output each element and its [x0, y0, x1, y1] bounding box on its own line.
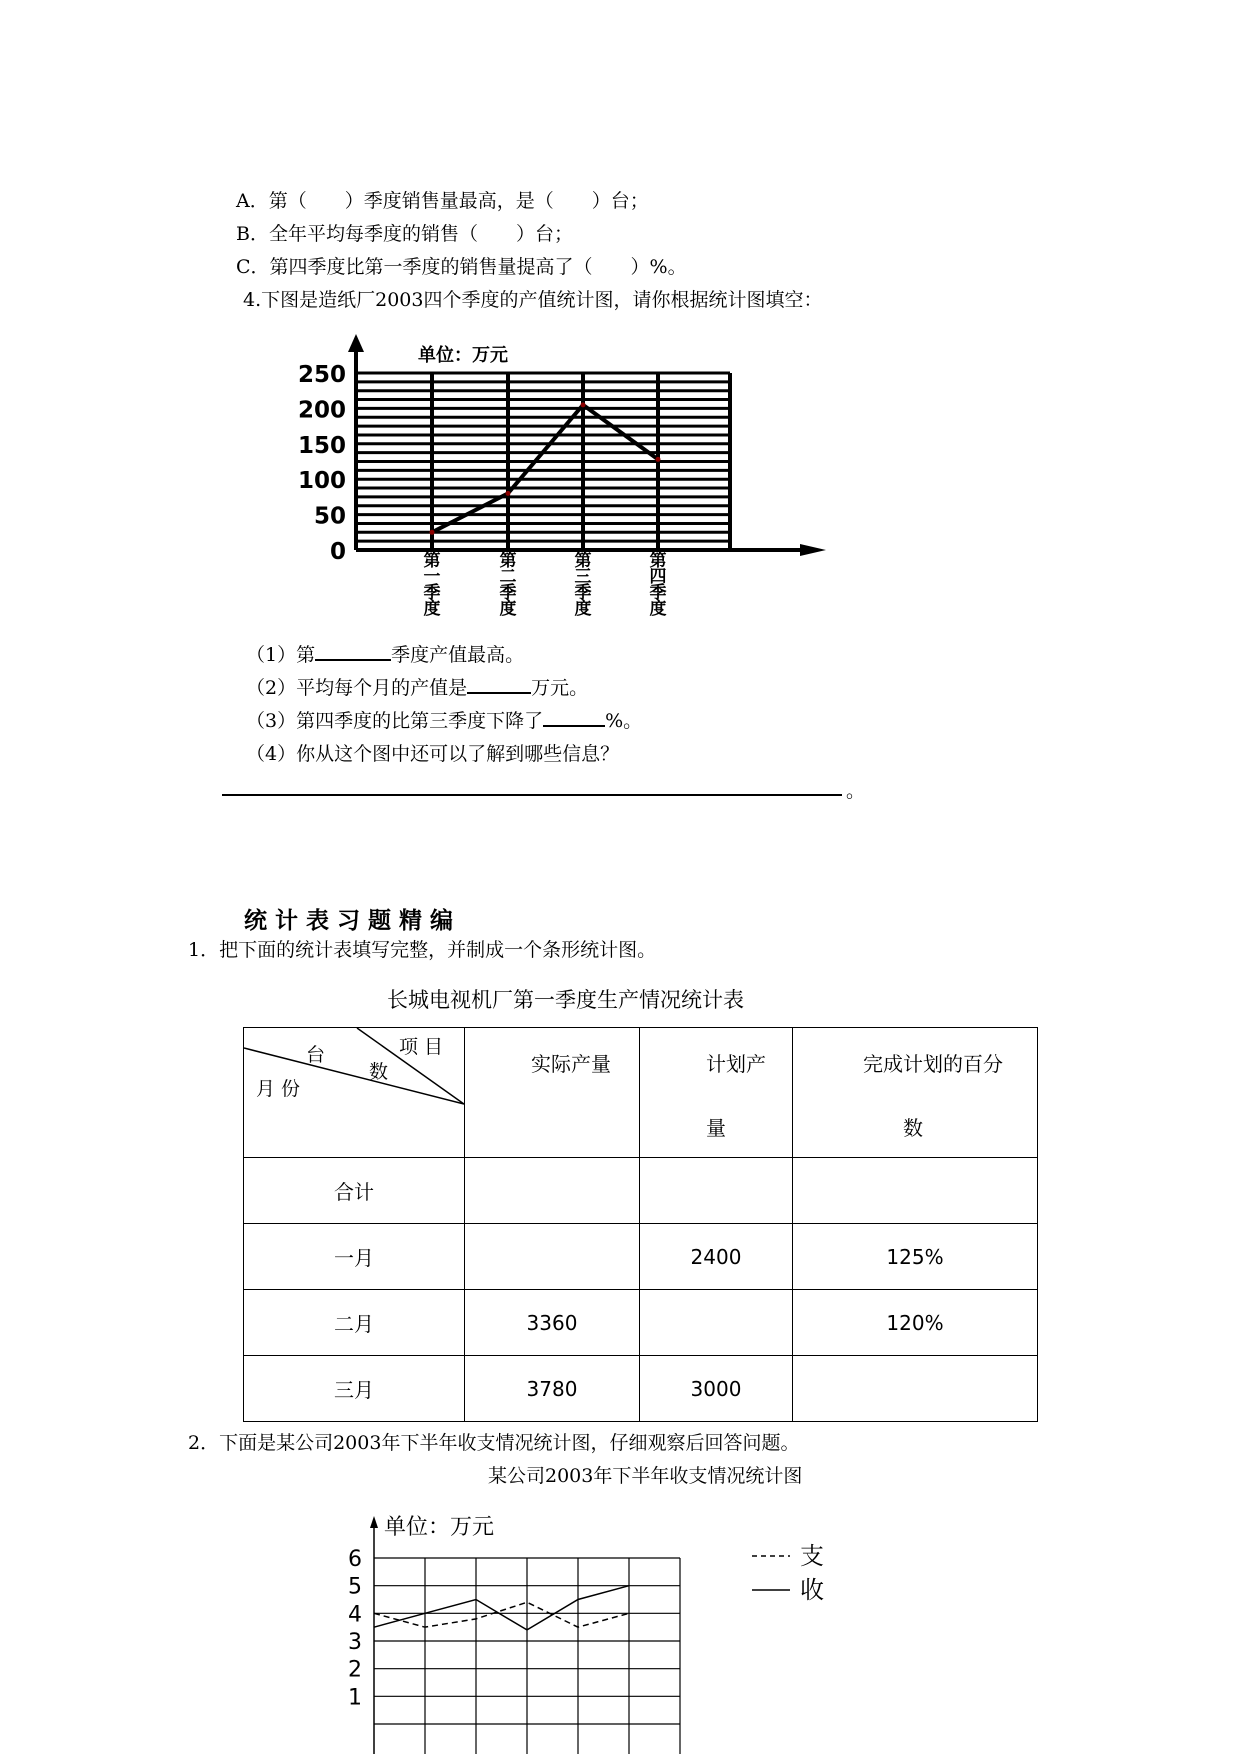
- table-title: 长城电视机厂第一季度生产情况统计表: [387, 988, 744, 1012]
- y-tick-label: 2: [348, 1657, 362, 1683]
- corner-month: 月 份: [256, 1078, 301, 1100]
- sub-question-2: [246, 673, 588, 700]
- quarterly-output-chart: [0, 0, 1240, 640]
- x-tick-label: 一: [423, 567, 441, 587]
- cell-pct[interactable]: [793, 1158, 1038, 1224]
- cell-plan[interactable]: [640, 1158, 793, 1224]
- header-pct: [793, 1028, 1038, 1158]
- cell-plan: 3000: [640, 1356, 793, 1422]
- x-tick-label: 季: [499, 583, 517, 603]
- answer-blank-2[interactable]: [467, 674, 531, 694]
- sub-question-3-post: %。: [605, 710, 643, 732]
- cell-month: 三月: [244, 1356, 465, 1422]
- sub-question-2-post: 万元。: [531, 677, 589, 699]
- x-axis-arrow: [800, 544, 826, 556]
- x-tick-label: 度: [649, 599, 667, 619]
- y-tick-label: 250: [297, 362, 346, 388]
- answer-line-end: 。: [846, 780, 866, 802]
- cell-actual: 3360: [465, 1290, 640, 1356]
- series-line-income: [374, 1586, 629, 1630]
- x-tick-label: 度: [499, 599, 517, 619]
- chart2-title: 某公司2003年下半年收支情况统计图: [488, 1465, 803, 1487]
- income-expense-chart: [0, 1490, 1240, 1754]
- cell-actual: 3780: [465, 1356, 640, 1422]
- data-point: [430, 530, 435, 535]
- x-tick-label: 第: [499, 551, 517, 571]
- chart-title: 单位：万元: [418, 345, 508, 366]
- x-tick-label: 季: [423, 583, 441, 603]
- y-tick-label: 4: [348, 1602, 362, 1628]
- sub-question-4: （4）你从这个图中还可以了解到哪些信息？: [246, 743, 620, 765]
- x-tick-label: 度: [574, 599, 592, 619]
- answer-blank-1[interactable]: [315, 641, 391, 661]
- header-actual: [465, 1028, 640, 1158]
- sub-question-1-post: 季度产值最高。: [391, 644, 525, 666]
- y-tick-label: 6: [348, 1547, 362, 1572]
- sub-question-1-pre: （1）第: [246, 644, 316, 666]
- header-actual-line-1: 实际产量: [531, 1052, 611, 1076]
- data-point: [656, 457, 661, 462]
- cell-actual[interactable]: [465, 1224, 640, 1290]
- question-c: C．第四季度比第一季度的销售量提高了（ ）%。: [236, 256, 687, 278]
- y-axis-arrow: [348, 334, 364, 352]
- table-row: [244, 1290, 1038, 1356]
- header-pct-line-1: 完成计划的百分: [863, 1052, 1003, 1076]
- data-point: [506, 491, 511, 496]
- x-tick-label: 第: [649, 551, 667, 571]
- cell-plan: 2400: [640, 1224, 793, 1290]
- data-point: [581, 402, 586, 407]
- table-row: [244, 1224, 1038, 1290]
- question-4-intro: 4.下图是造纸厂2003四个季度的产值统计图，请你根据统计图填空：: [243, 289, 823, 311]
- y-axis-label: 单位：万元: [384, 1515, 495, 1540]
- question-2: 2．下面是某公司2003年下半年收支情况统计图，仔细观察后回答问题。: [188, 1432, 800, 1454]
- table-row: [244, 1356, 1038, 1422]
- y-tick-label: 150: [297, 432, 346, 459]
- question-a: A．第（ ）季度销售量最高，是（ ）台；: [236, 190, 649, 212]
- answer-blank-3[interactable]: [543, 707, 605, 727]
- y-tick-label: 1: [348, 1685, 362, 1711]
- x-tick-label: 第: [574, 551, 592, 571]
- y-tick-label: 100: [297, 468, 346, 495]
- header-plan-line-2: 量: [706, 1116, 726, 1140]
- legend-label: 收: [800, 1576, 824, 1604]
- x-tick-label: 度: [423, 599, 441, 619]
- legend-label: 支: [800, 1542, 824, 1570]
- sub-question-1: [246, 640, 524, 667]
- sub-question-3-pre: （3）第四季度的比第三季度下降了: [246, 710, 544, 732]
- answer-line[interactable]: [222, 794, 842, 796]
- header-plan-line-1: 计划产: [706, 1052, 766, 1076]
- x-tick-label: 四: [649, 567, 667, 587]
- cell-plan[interactable]: [640, 1290, 793, 1356]
- production-table: [243, 1027, 1038, 1422]
- x-tick-label: 二: [499, 567, 517, 587]
- cell-pct[interactable]: [793, 1356, 1038, 1422]
- x-tick-label: 第: [423, 551, 441, 571]
- cell-month: 二月: [244, 1290, 465, 1356]
- corner-item: 项 目: [399, 1036, 444, 1058]
- y-tick-label: 50: [313, 503, 346, 530]
- corner-tai: 台: [306, 1044, 326, 1066]
- cell-actual[interactable]: [465, 1158, 640, 1224]
- y-tick-label: 5: [348, 1574, 362, 1600]
- cell-month: 一月: [244, 1224, 465, 1290]
- y-tick-label: 0: [329, 539, 346, 565]
- y-tick-label: 200: [297, 397, 346, 424]
- sub-question-3: [246, 706, 642, 733]
- y-tick-label: 3: [348, 1630, 362, 1655]
- y-axis-arrow: [370, 1516, 378, 1528]
- sub-question-2-pre: （2）平均每个月的产值是: [246, 677, 468, 699]
- corner-header: [244, 1028, 465, 1158]
- x-tick-label: 季: [649, 583, 667, 603]
- question-1: 1．把下面的统计表填写完整，并制成一个条形统计图。: [188, 939, 657, 961]
- cell-month: 合计: [244, 1158, 465, 1224]
- cell-pct: 120%: [793, 1290, 1038, 1356]
- x-tick-label: 三: [574, 567, 592, 587]
- header-plan: [640, 1028, 793, 1158]
- cell-pct: 125%: [793, 1224, 1038, 1290]
- x-tick-label: 季: [574, 583, 592, 603]
- header-pct-line-2: 数: [903, 1116, 923, 1140]
- question-b: B．全年平均每季度的销售（ ）台；: [236, 223, 573, 245]
- table-row: [244, 1158, 1038, 1224]
- corner-count: 数: [369, 1061, 389, 1083]
- section-title: 统 计 表 习 题 精 编: [244, 908, 454, 934]
